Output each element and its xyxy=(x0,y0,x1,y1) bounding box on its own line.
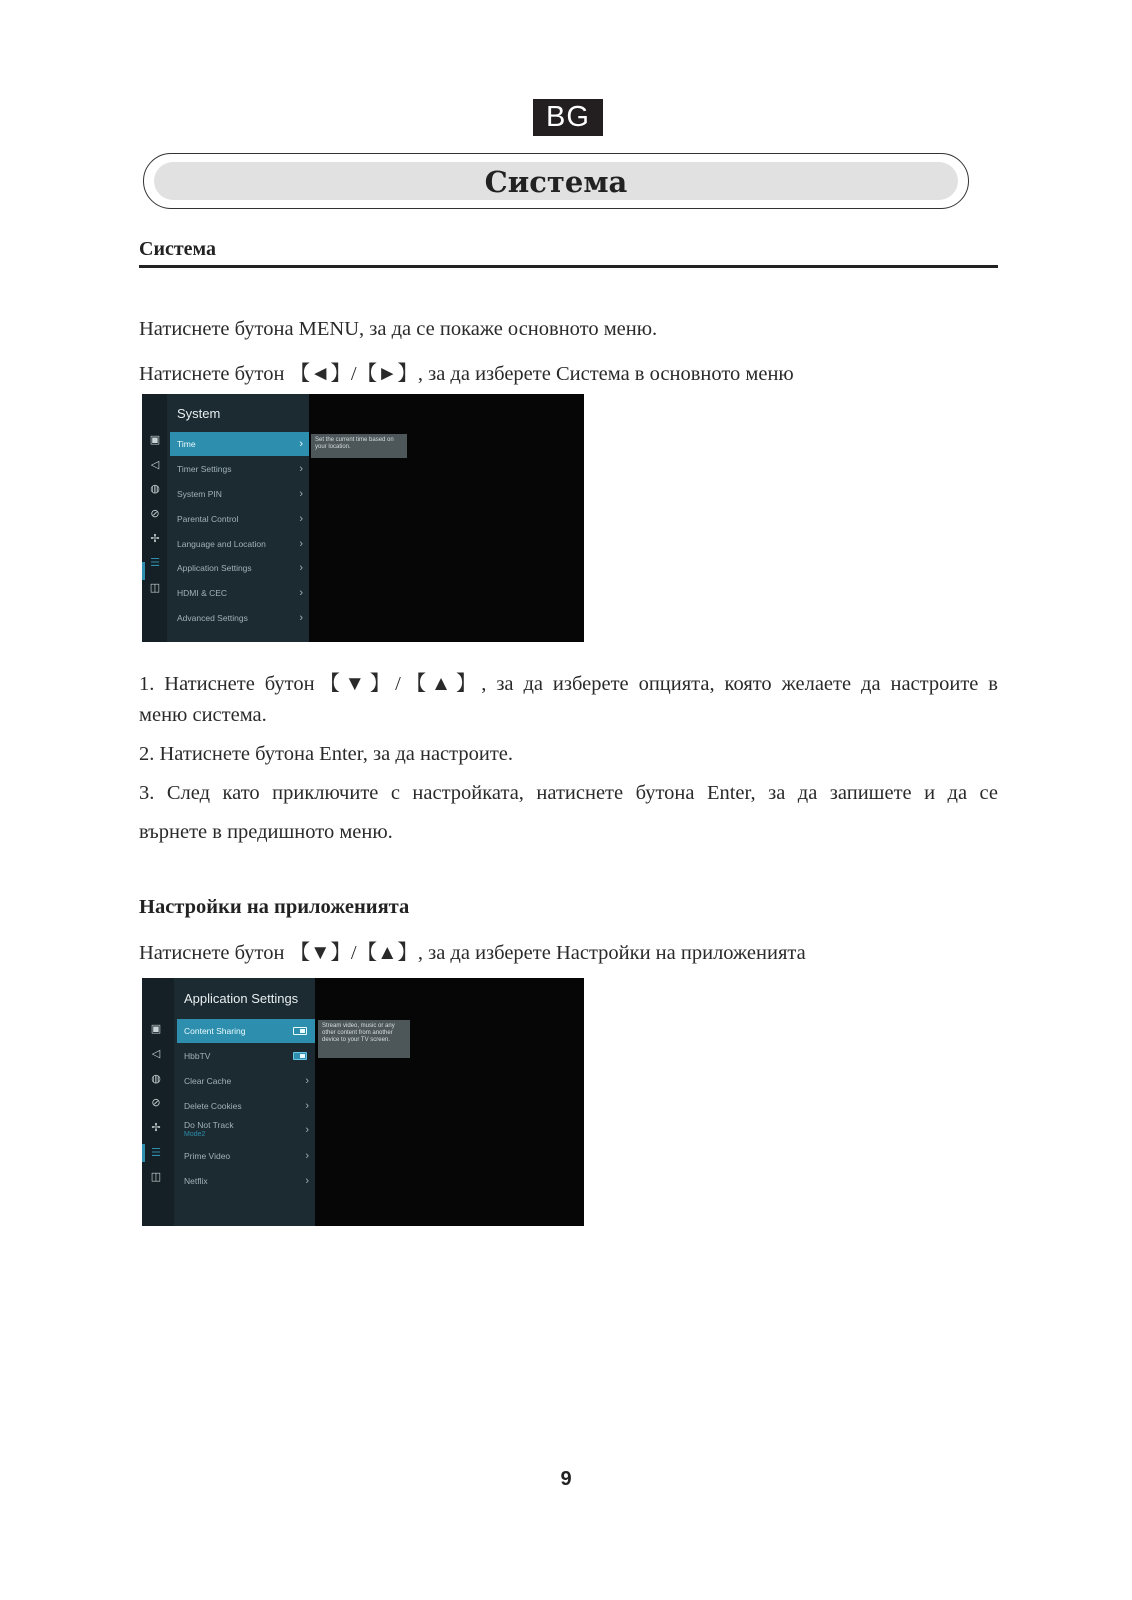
menu-item-clear-cache[interactable] xyxy=(177,1069,315,1093)
step-2: 2. Натиснете бутона Enter, за да настроите. xyxy=(139,743,514,765)
rail-active-indicator xyxy=(142,1144,145,1162)
banner-title: Система xyxy=(154,162,958,200)
menu-item-application-settings[interactable] xyxy=(170,556,309,580)
menu-title: Application Settings xyxy=(184,991,299,1006)
menu-item-hdmi-cec[interactable] xyxy=(170,581,309,605)
system-icon: ☰ xyxy=(151,1147,161,1159)
menu-item-delete-cookies[interactable] xyxy=(177,1094,315,1118)
menu-item-label: Timer Settings xyxy=(177,464,232,474)
step-1-line-2: меню система. xyxy=(139,704,267,726)
chevron-right-icon: › xyxy=(299,538,303,550)
menu-item-time[interactable] xyxy=(170,432,309,456)
menu-item-system-pin[interactable] xyxy=(170,482,309,506)
picture-icon: ▣ xyxy=(150,1023,162,1035)
menu-item-label: Advanced Settings xyxy=(177,613,248,623)
network-icon: ◍ xyxy=(150,483,160,495)
menu-item-content-sharing[interactable] xyxy=(177,1019,315,1043)
app-settings-heading: Настройки на приложенията xyxy=(139,896,410,918)
help-tooltip: Stream video, music or any other content from another device to your TV screen. xyxy=(318,1020,410,1058)
sound-icon: ◁ xyxy=(151,1048,161,1060)
intro-line-1: Натиснете бутона MENU, за да се покаже основното меню. xyxy=(139,318,658,340)
chevron-right-icon: › xyxy=(305,1175,309,1187)
picture-icon: ▣ xyxy=(149,434,161,446)
app-settings-line: Натиснете бутон 【▼】/【▲】, за да изберете Настройки на приложенията xyxy=(139,942,806,964)
chevron-right-icon: › xyxy=(299,562,303,574)
menu-item-label: Parental Control xyxy=(177,514,239,524)
page-number: 9 xyxy=(560,1468,572,1490)
accessibility-icon: ✢ xyxy=(151,1122,161,1134)
menu-item-label: Do Not Track xyxy=(184,1120,234,1130)
chevron-right-icon: › xyxy=(305,1100,309,1112)
do-not-track-value: Mode2 xyxy=(184,1131,206,1138)
chevron-right-icon: › xyxy=(299,612,303,624)
menu-item-label: Time xyxy=(177,439,196,449)
section-heading: Система xyxy=(139,238,217,260)
menu-item-timer-settings[interactable] xyxy=(170,457,309,481)
support-icon: ◫ xyxy=(150,1171,162,1183)
menu-item-do-not-track[interactable] xyxy=(177,1116,315,1144)
step-1-line-1: 1. Натиснете бутон【▼】/【▲】, за да изберете опцията, която желаете да настроите в xyxy=(139,673,998,695)
tv-screenshot-system xyxy=(142,394,584,642)
menu-item-advanced-settings[interactable] xyxy=(170,606,309,630)
menu-item-label: HbbTV xyxy=(184,1051,211,1061)
menu-item-label: HDMI & CEC xyxy=(177,588,228,598)
menu-item-label: Netflix xyxy=(184,1176,208,1186)
menu-item-netflix[interactable] xyxy=(177,1169,315,1193)
channel-icon: ⊘ xyxy=(150,508,160,520)
tv-screenshot-application-settings xyxy=(142,978,584,1226)
menu-item-label: Clear Cache xyxy=(184,1076,232,1086)
menu-item-label: Delete Cookies xyxy=(184,1101,242,1111)
chevron-right-icon: › xyxy=(305,1075,309,1087)
menu-item-prime-video[interactable] xyxy=(177,1144,315,1168)
menu-item-label: Prime Video xyxy=(184,1151,231,1161)
accessibility-icon: ✢ xyxy=(150,533,160,545)
sound-icon: ◁ xyxy=(150,459,160,471)
toggle-switch[interactable] xyxy=(293,1027,307,1035)
menu-item-label: System PIN xyxy=(177,489,222,499)
menu-item-language-location[interactable] xyxy=(170,532,309,556)
menu-item-label: Application Settings xyxy=(177,563,252,573)
chevron-right-icon: › xyxy=(305,1150,309,1162)
rail-active-indicator xyxy=(142,562,145,580)
network-icon: ◍ xyxy=(151,1073,161,1085)
chevron-right-icon: › xyxy=(299,463,303,475)
intro-line-2: Натиснете бутон 【◄】/【►】, за да изберете Система в основното меню xyxy=(139,363,794,385)
toggle-switch[interactable] xyxy=(293,1052,307,1060)
support-icon: ◫ xyxy=(149,582,161,594)
chevron-right-icon: › xyxy=(299,587,303,599)
section-rule xyxy=(139,265,998,268)
step-3-line-2: върнете в предишното меню. xyxy=(139,821,393,843)
menu-item-hbbtv[interactable] xyxy=(177,1044,315,1068)
help-tooltip: Set the current time based on your location. xyxy=(311,434,407,458)
chevron-right-icon: › xyxy=(299,513,303,525)
channel-icon: ⊘ xyxy=(151,1097,161,1109)
language-badge: BG xyxy=(533,99,603,136)
step-3-line-1: 3. След като приключите с настройката, натиснете бутона Enter, за да запишете и да се xyxy=(139,782,998,804)
menu-item-label: Language and Location xyxy=(177,539,266,549)
chevron-right-icon: › xyxy=(305,1124,309,1136)
menu-title: System xyxy=(177,406,221,421)
system-icon: ☰ xyxy=(150,557,160,569)
chevron-right-icon: › xyxy=(299,488,303,500)
menu-item-parental-control[interactable] xyxy=(170,507,309,531)
menu-item-label: Content Sharing xyxy=(184,1026,246,1036)
chevron-right-icon: › xyxy=(299,438,303,450)
